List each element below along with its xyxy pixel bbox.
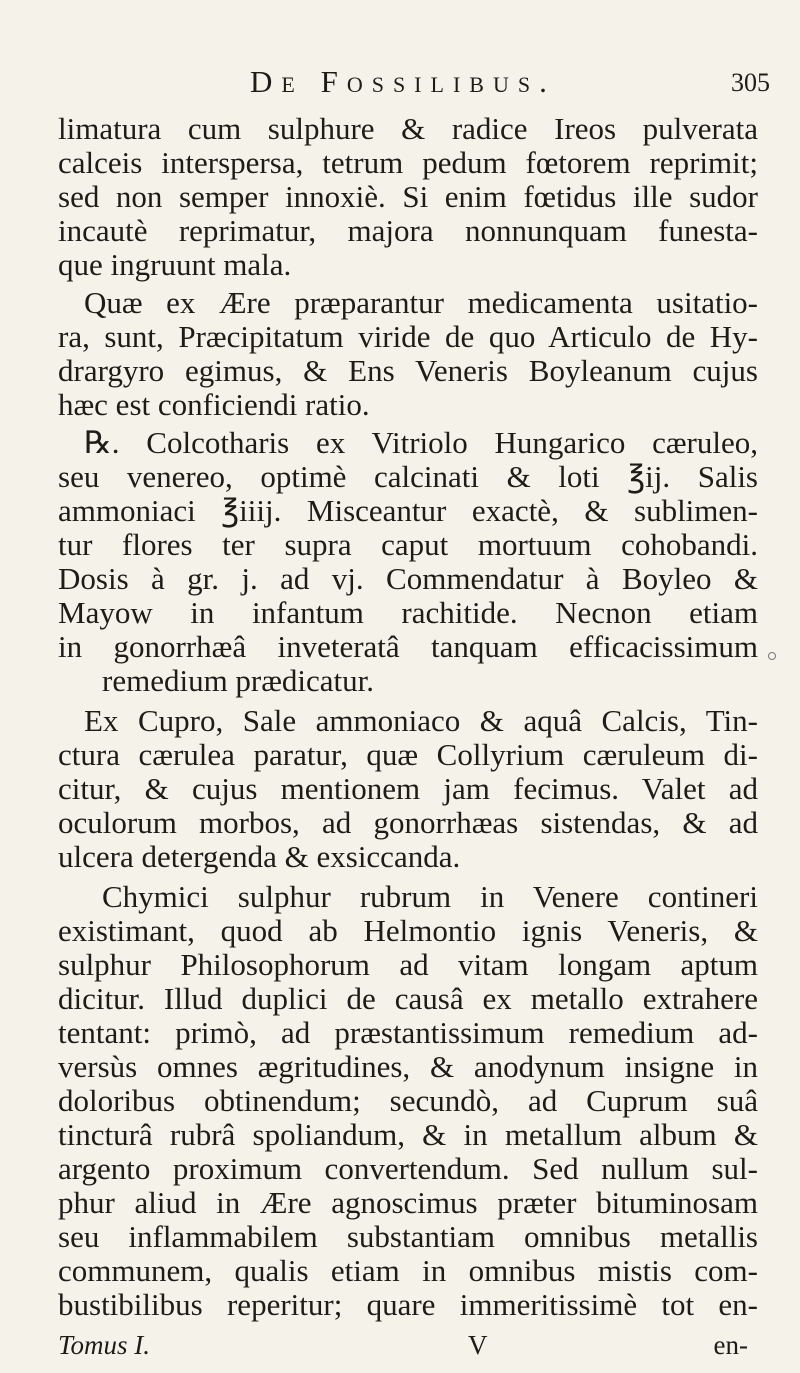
text-line: communem, qualis etiam in omnibus mistis com- [58,1253,758,1288]
text-line: limatura cum sulphure & radice Ireos pulverata [58,111,758,146]
text-line: in gonorrhæâ inveteratâ tanquam efficacissimum [58,629,758,664]
text-line: doloribus obtinendum; secundò, ad Cuprum suâ [58,1083,758,1118]
text-line: Chymici sulphur rubrum in Venere contineri [102,879,758,914]
catchword: en- [713,1330,748,1360]
text-line: tur flores ter supra caput mortuum cohobandi. [58,527,758,562]
text-line: remedium prædicatur. [102,663,375,698]
text-line: sed non semper innoxiè. Si enim fœtidus ille sudor [58,179,758,214]
text-line: citur, & cujus mentionem jam fecimus. Valet ad [58,771,758,806]
text-line: Mayow in infantum rachitide. Necnon etiam [58,595,758,630]
text-line: argento proximum convertendum. Sed nullum sul- [58,1151,758,1186]
text-line: dicitur. Illud duplici de causâ ex metallo extrahere [58,981,758,1016]
text-line: oculorum morbos, ad gonorrhæas sistendas, & ad [58,805,758,840]
page-number: 305 [731,68,770,97]
text-line: Dosis à gr. j. ad vj. Commendatur à Boyleo & [58,561,758,596]
text-line: seu inflammabilem substantiam omnibus metallis [58,1219,758,1254]
running-title: De Fossilibus. [250,64,556,99]
text-line: que ingruunt mala. [58,247,292,282]
text-line: existimant, quod ab Helmontio ignis Veneris, & [58,913,758,948]
text-line: versùs omnes ægritudines, & anodynum insigne in [58,1049,758,1084]
text-line: ra, sunt, Præcipitatum viride de quo Articulo de Hy- [58,319,758,354]
text-line: bustibilibus reperitur; quare immeritissimè tot en- [58,1287,758,1322]
volume-label: Tomus I. [58,1330,151,1360]
text-line: ctura cærulea paratur, quæ Collyrium cæruleum di- [58,737,758,772]
text-line: drargyro egimus, & Ens Veneris Boyleanum cujus [58,353,758,388]
text-line: hæc est conficiendi ratio. [58,387,370,422]
paper-speck [768,652,776,660]
text-line: phur aliud in Ære agnoscimus præter bituminosam [58,1185,758,1220]
text-line: sulphur Philosophorum ad vitam longam aptum [58,947,758,982]
text-line: calceis interspersa, tetrum pedum fœtorem reprimit; [58,145,758,180]
text-line: tincturâ rubrâ spoliandum, & in metallum album & [58,1117,758,1152]
text-line: incautè reprimatur, majora nonnunquam funesta- [58,213,758,248]
signature-mark: V [468,1330,488,1360]
text-line: seu venereo, optimè calcinati & loti ℥ij. Salis [58,459,758,494]
text-line: ammoniaci ℥iiij. Misceantur exactè, & sublimen- [58,493,758,528]
page-footer [58,1330,748,1366]
text-line: tentant: primò, ad præstantissimum remedium ad- [58,1015,758,1050]
text-line: Ex Cupro, Sale ammoniaco & aquâ Calcis, Tin- [84,703,758,738]
text-line: Quæ ex Ære præparantur medicamenta usitatio- [84,285,758,320]
text-line: ulcera detergenda & exsiccanda. [58,839,461,874]
text-line: ℞. Colcotharis ex Vitriolo Hungarico cæruleo, [84,425,758,460]
